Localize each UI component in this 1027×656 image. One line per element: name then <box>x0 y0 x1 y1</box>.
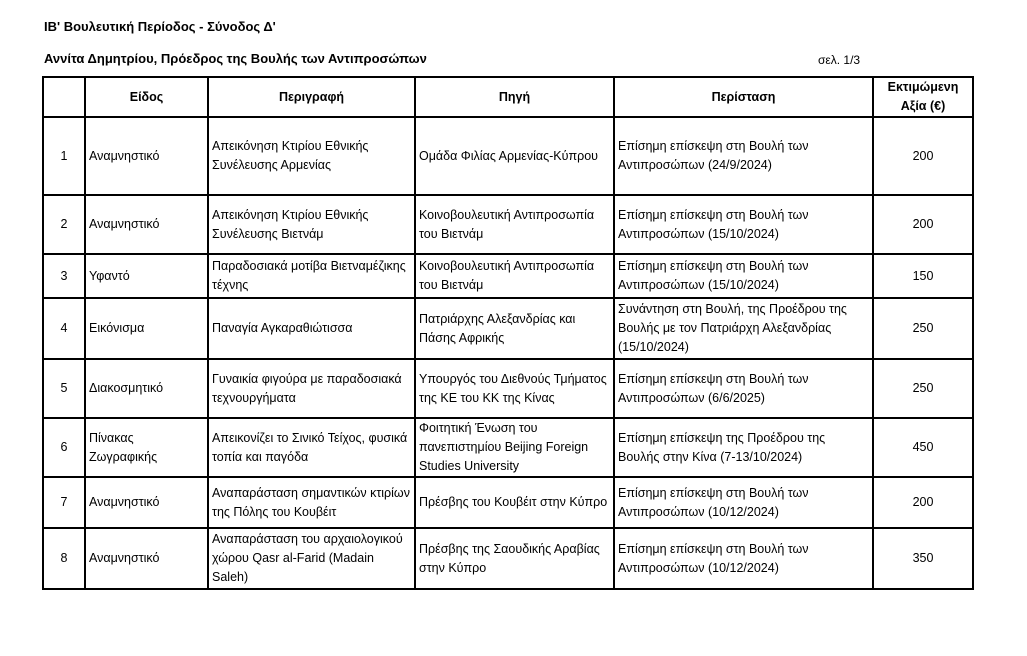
row-number: 2 <box>43 195 85 254</box>
item-description: Παναγία Αγκαραθιώτισσα <box>208 298 415 359</box>
table-row <box>43 195 973 254</box>
item-occasion: Επίσημη επίσκεψη στη Βουλή των Αντιπροσώπων (15/10/2024) <box>614 195 873 254</box>
item-occasion: Επίσημη επίσκεψη στη Βουλή των Αντιπροσώπων (15/10/2024) <box>614 254 873 298</box>
item-type: Αναμνηστικό <box>85 117 208 195</box>
item-occasion: Επίσημη επίσκεψη στη Βουλή των Αντιπροσώπων (10/12/2024) <box>614 477 873 528</box>
item-source: Κοινοβουλευτική Αντιπροσωπία του Βιετνάμ <box>415 195 614 254</box>
item-value: 150 <box>873 254 973 298</box>
item-occasion: Επίσημη επίσκεψη στη Βουλή των Αντιπροσώπων (24/9/2024) <box>614 117 873 195</box>
item-occasion: Επίσημη επίσκεψη της Προέδρου της Βουλής στην Κίνα (7-13/10/2024) <box>614 418 873 477</box>
row-number: 1 <box>43 117 85 195</box>
item-description: Παραδοσιακά μοτίβα Βιετναμέζικης τέχνης <box>208 254 415 298</box>
item-source: Πρέσβης της Σαουδικής Αραβίας στην Κύπρο <box>415 528 614 589</box>
item-source: Φοιτητική Ένωση του πανεπιστημίου Beijing Foreign Studies University <box>415 418 614 477</box>
item-value: 250 <box>873 298 973 359</box>
item-description: Αναπαράσταση σημαντικών κτιρίων της Πόλης του Κουβέιτ <box>208 477 415 528</box>
table-row <box>43 117 973 195</box>
item-source: Υπουργός του Διεθνούς Τμήματος της ΚΕ του ΚΚ της Κίνας <box>415 359 614 418</box>
item-description: Γυναικία φιγούρα με παραδοσιακά τεχνουργήματα <box>208 359 415 418</box>
item-source: Κοινοβουλευτική Αντιπροσωπία του Βιετνάμ <box>415 254 614 298</box>
table-row <box>43 254 973 298</box>
table-row <box>43 477 973 528</box>
item-value: 250 <box>873 359 973 418</box>
item-description: Απεικονίζει το Σινικό Τείχος, φυσικά τοπία και παγόδα <box>208 418 415 477</box>
header-source: Πηγή <box>415 77 614 117</box>
item-type: Αναμνηστικό <box>85 195 208 254</box>
item-type: Εικόνισμα <box>85 298 208 359</box>
row-number: 8 <box>43 528 85 589</box>
item-occasion: Συνάντηση στη Βουλή, της Προέδρου της Βουλής με τον Πατριάρχη Αλεξανδρίας (15/10/2024) <box>614 298 873 359</box>
table-header-row <box>43 77 973 117</box>
item-value: 200 <box>873 477 973 528</box>
item-value: 200 <box>873 195 973 254</box>
item-description: Απεικόνηση Κτιρίου Εθνικής Συνέλευσης Αρμενίας <box>208 117 415 195</box>
item-occasion: Επίσημη επίσκεψη στη Βουλή των Αντιπροσώπων (10/12/2024) <box>614 528 873 589</box>
header-type: Είδος <box>85 77 208 117</box>
item-type: Διακοσμητικό <box>85 359 208 418</box>
item-value: 200 <box>873 117 973 195</box>
header-description: Περιγραφή <box>208 77 415 117</box>
table-row <box>43 298 973 359</box>
table-row <box>43 359 973 418</box>
header-value: Εκτιμώμενη Αξία (€) <box>873 77 973 117</box>
item-occasion: Επίσημη επίσκεψη στη Βουλή των Αντιπροσώπων (6/6/2025) <box>614 359 873 418</box>
item-source: Ομάδα Φιλίας Αρμενίας-Κύπρου <box>415 117 614 195</box>
item-type: Υφαντό <box>85 254 208 298</box>
row-number: 7 <box>43 477 85 528</box>
item-type: Πίνακας Ζωγραφικής <box>85 418 208 477</box>
row-number: 5 <box>43 359 85 418</box>
item-type: Αναμνηστικό <box>85 477 208 528</box>
item-source: Πρέσβης του Κουβέιτ στην Κύπρο <box>415 477 614 528</box>
page-number: σελ. 1/3 <box>818 53 861 67</box>
table-row <box>43 418 973 477</box>
header-num <box>43 77 85 117</box>
item-value: 450 <box>873 418 973 477</box>
item-description: Απεικόνηση Κτιρίου Εθνικής Συνέλευσης Βιετνάμ <box>208 195 415 254</box>
item-description: Αναπαράσταση του αρχαιολογικού χώρου Qasr al-Farid (Madain Saleh) <box>208 528 415 589</box>
table-row <box>43 528 973 589</box>
row-number: 6 <box>43 418 85 477</box>
item-value: 350 <box>873 528 973 589</box>
row-number: 3 <box>43 254 85 298</box>
row-number: 4 <box>43 298 85 359</box>
item-source: Πατριάρχης Αλεξανδρίας και Πάσης Αφρικής <box>415 298 614 359</box>
person-title: Αννίτα Δημητρίου, Πρόεδρος της Βουλής των Αντιπροσώπων <box>44 51 427 66</box>
session-title: ΙΒ' Βουλευτική Περίοδος - Σύνοδος Δ' <box>44 19 276 34</box>
item-type: Αναμνηστικό <box>85 528 208 589</box>
header-occasion: Περίσταση <box>614 77 873 117</box>
gifts-register-table <box>42 76 974 590</box>
